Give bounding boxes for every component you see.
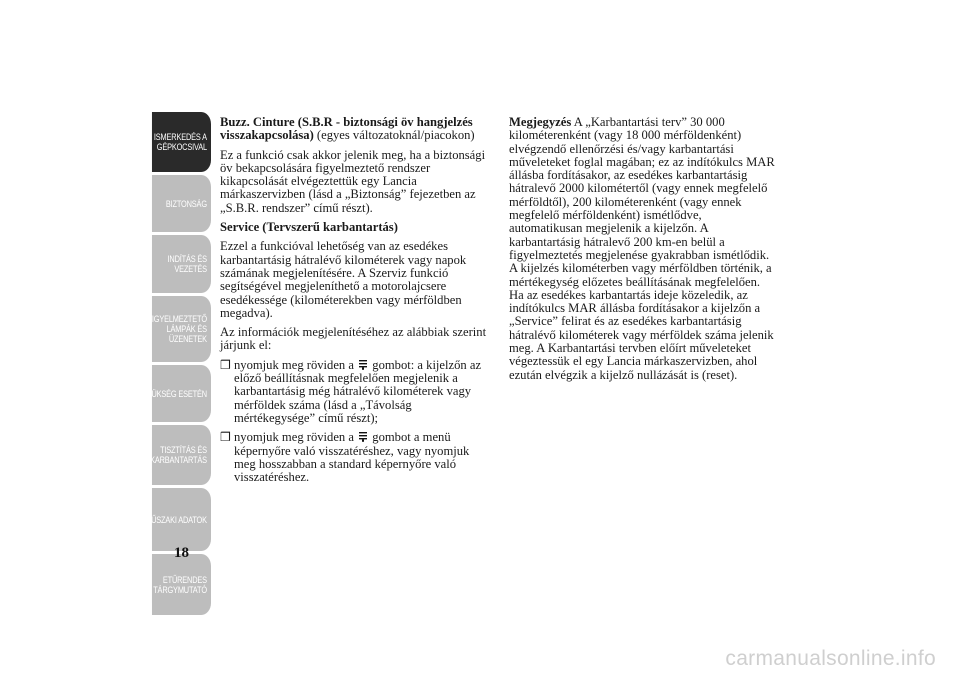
watermark: carmanualsonline.info xyxy=(725,647,936,670)
service-heading: Service (Tervszerű karbantartás) xyxy=(220,220,398,235)
tab-figyelmezteto[interactable] xyxy=(147,296,211,362)
buzz-heading-suffix: (egyes változatoknál/piacokon) xyxy=(313,128,475,143)
tab-label: INDÍTÁS ÉS xyxy=(167,254,207,264)
buzz-body: Ez a funkció csak akkor jelenik meg, ha a biztonsági öv bekapcsolására figyelmeztető rendszer kikapcsolását elvégeztettük egy Lancia márkaszervizben (lásd a „Biztonság” fejezetben az „S.B.R. rendszer” című részt). xyxy=(220,147,486,215)
bullet-text: gombot: a kijelzőn az előző beállításnak megfelelően megjelenik a karbantartásig még hátralévő kilométerek vagy mérföldek száma (lásd a „Távolság mértékegysége” című részt); xyxy=(234,357,482,425)
list-item xyxy=(220,359,492,425)
buzz-heading: Buzz. Cinture (S.B.R - biztonsági öv hangjelzés visszakapcsolása) xyxy=(220,115,473,143)
tab-targymutato[interactable] xyxy=(152,554,211,615)
tab-label: FIGYELMEZTETŐ xyxy=(147,314,207,324)
checkbox-square-icon: ❒ xyxy=(220,430,231,445)
left-column xyxy=(220,116,492,490)
right-column xyxy=(509,116,775,388)
tab-inditas[interactable] xyxy=(152,235,211,293)
tab-label: ÜZENETEK xyxy=(168,334,207,344)
buzz-paragraph xyxy=(220,116,492,143)
tab-label: TÁRGYMUTATÓ xyxy=(153,584,207,595)
bullet-text: nyomjuk meg röviden a xyxy=(234,430,358,445)
tab-biztonsag[interactable] xyxy=(152,175,211,232)
menu-key-icon xyxy=(358,431,368,442)
checkbox-square-icon: ❒ xyxy=(220,357,231,372)
service-body-2: Az információk megjelenítéséhez az alábbiak szerint járjunk el: xyxy=(220,325,487,353)
tab-label: BIZTONSÁG xyxy=(165,198,207,209)
tab-label: LÁMPÁK ÉS xyxy=(166,324,207,334)
tab-tisztitas[interactable] xyxy=(152,425,211,485)
tab-muszaki[interactable] xyxy=(145,488,211,551)
tab-label: VEZETÉS xyxy=(174,264,207,274)
menu-key-icon xyxy=(358,359,368,370)
tab-label: ISMERKEDÉS A xyxy=(153,132,207,142)
note-paragraph xyxy=(509,116,775,382)
tab-label: SZÜKSÉG ESETÉN xyxy=(142,388,207,399)
tab-label: KARBANTARTÁS xyxy=(150,455,207,465)
bullet-text: gombot a menü képernyőre való visszatéréshez, vagy nyomjuk meg hosszabban a standard képernyőre való visszatéréshez. xyxy=(234,430,470,485)
tab-label: TISZTÍTÁS ÉS xyxy=(160,445,207,455)
chapter-tabs xyxy=(139,112,211,618)
service-body-1: Ezzel a funkcióval lehetőség van az esedékes karbantartásig hátralévő kilométerek vagy napok számának megjelenítésére. A Szerviz funkció segítségével megjeleníthető a motorolajcsere esedékessége (kilométerekben vagy mérföldben megadva). xyxy=(220,239,467,320)
list-item xyxy=(220,431,492,484)
note-label: Megjegyzés xyxy=(509,115,572,129)
tab-label: ETŰRENDES xyxy=(162,574,207,585)
bullet-text: nyomjuk meg röviden a xyxy=(234,357,358,372)
tab-ismerkedes[interactable] xyxy=(152,112,211,172)
note-body: A „Karbantartási terv” 30 000 kilométerenként (vagy 18 000 mérföldenként) elvégzendő ellenőrzési és/vagy karbantartási műveleteket foglal magában; ez az indítókulcs MAR állásba fordításakor, az esedékes karbantartásig hátralevő 2000 kilométertől (vagy ennek megfelelő mérföldtől), 200 kilométerenként (vagy ennek megfelelő mérföldenként) ismétlődve, automatikusan megjelenik a kijelzőn. A karbantartásig hátralevő 200 km-en belül a figyelmeztetés megjelenése gyakrabban ismétlődik. A kijelzés kilométerben vagy mérföldben történik, a mértékegység előzetes beállításának megfelelően. Ha az esedékes karbantartás ideje közeledik, az indítókulcs MAR állásba fordításakor a kijelzőn a „Service” felirat és az esedékes karbantartásig hátralévő kilométerek vagy mérföldek száma jelenik meg. A Karbantartási tervben előírt műveleteket végeztessük el egy Lancia márkaszervizben, ahol ezután elvégzik a kijelző nullázását is (reset). xyxy=(509,115,775,382)
tab-szukseg[interactable] xyxy=(142,365,211,422)
tab-label: MŰSZAKI ADATOK xyxy=(145,514,207,525)
page-number: 18 xyxy=(174,545,189,561)
tab-label: GÉPKOCSIVAL xyxy=(156,142,207,152)
